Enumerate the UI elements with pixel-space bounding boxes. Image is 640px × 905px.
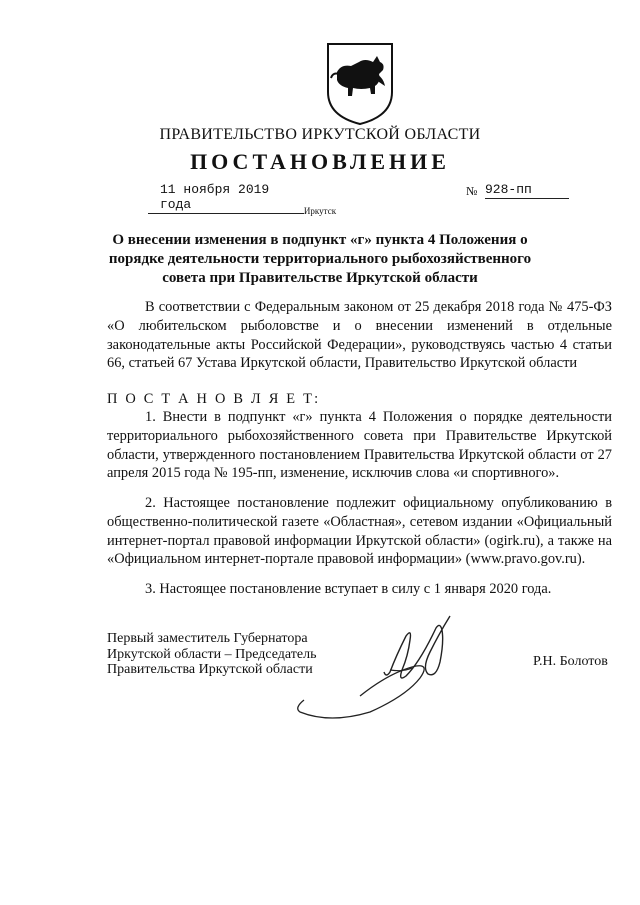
clause-3: 3. Настоящее постановление вступает в силу с 1 января 2020 года. — [145, 581, 552, 597]
document-title: О внесении изменения в подпункт «г» пункта 4 Положения о порядке деятельности территориального рыбохозяйственного совета при Правительстве Иркутской области — [108, 232, 532, 286]
document-number: 928-пп — [485, 182, 569, 199]
coat-of-arms-emblem — [325, 42, 395, 126]
document-date: 11 ноября 2019 года — [148, 182, 304, 214]
city-name: Иркутск — [303, 206, 337, 216]
intro-paragraph: В соответствии с Федеральным законом от 25 декабря 2018 года № 475-ФЗ «О любительском рыболовстве и о внесении изменений в отдельные законодательные акты Российской Федерации», руководствуясь частью 4 статьи 66, статьей 67 Устава Иркутской области, Правительство Иркутской области — [107, 299, 612, 372]
signatory-position-line: Правительства Иркутской области — [107, 662, 313, 677]
government-name: ПРАВИТЕЛЬСТВО ИРКУТСКОЙ ОБЛАСТИ — [159, 126, 481, 143]
number-sign: № — [466, 184, 478, 198]
signatory-position-line: Иркутской области – Председатель — [107, 646, 317, 662]
clause-1: 1. Внести в подпункт «г» пункта 4 Положения о порядке деятельности территориального рыбохозяйственного совета при Правительстве Иркутской области, утвержденного постановлением Правительства Иркутской области от 27 апреля 2015 года № 195-пп, изменение, исключив слова «и спортивного». — [107, 409, 612, 482]
clause-2: 2. Настоящее постановление подлежит официальному опубликованию в общественно-политической газете «Областная», сетевом издании «Официальный интернет-портал правовой информации Иркутской области» (ogirk.ru), а также на «Официальном интернет-портале правовой информации» (www.pravo.gov.ru). — [107, 495, 612, 568]
signatory-name: Р.Н. Болотов — [533, 654, 608, 669]
signatory-position-line: Первый заместитель Губернатора — [107, 631, 308, 646]
document-type: ПОСТАНОВЛЕНИЕ — [190, 149, 450, 174]
decree-word: П О С Т А Н О В Л Я Е Т: — [107, 391, 321, 407]
signatory-position — [107, 631, 367, 678]
